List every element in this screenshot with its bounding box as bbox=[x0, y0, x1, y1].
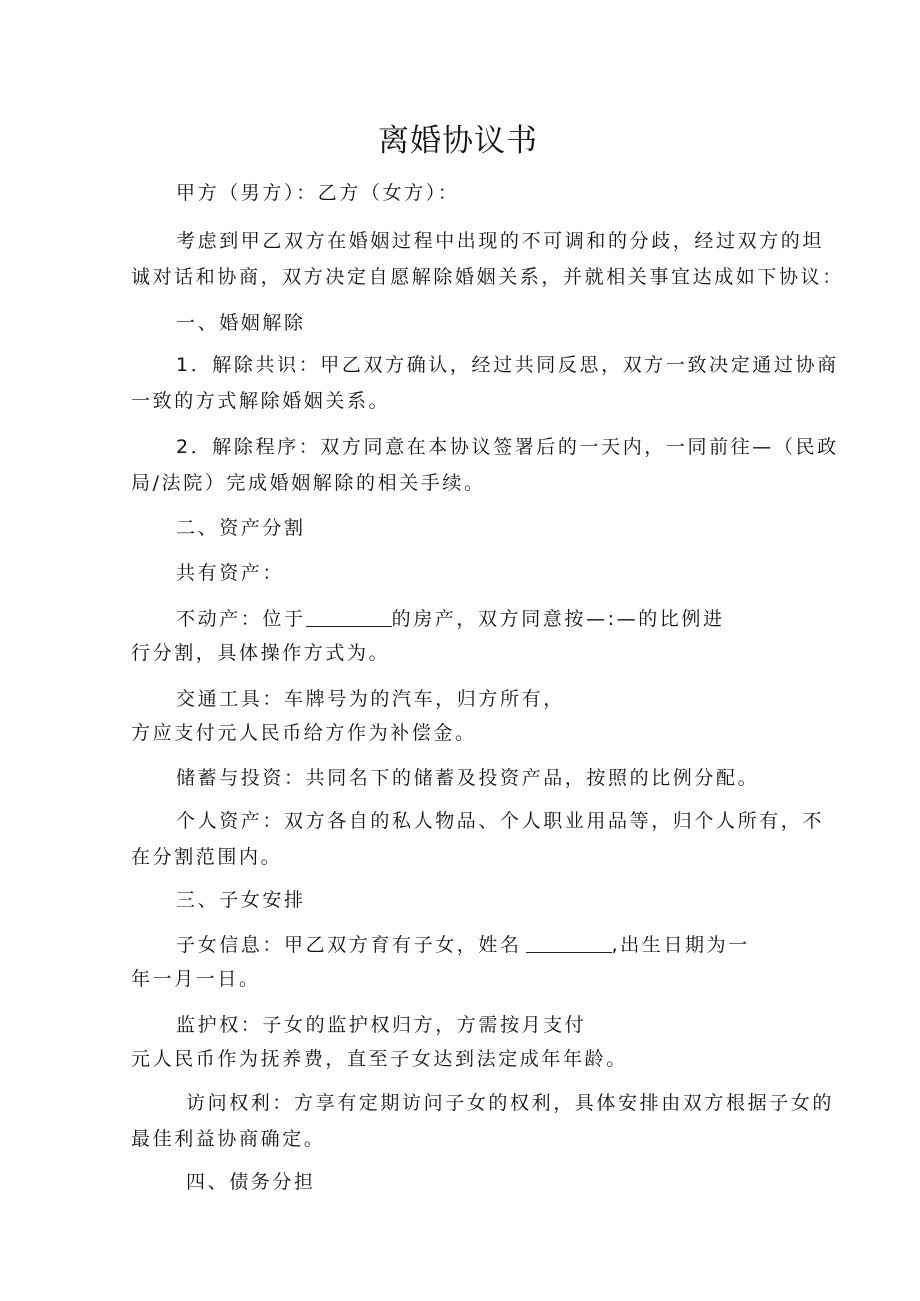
preamble-line-2: 诚对话和协商，双方决定自愿解除婚姻关系，并就相关事宜达成如下协议： bbox=[131, 266, 844, 288]
clause-line: 一致的方式解除婚姻关系。 bbox=[131, 390, 391, 412]
section-heading: 四、债务分担 bbox=[186, 1171, 316, 1193]
section-heading: 一、婚姻解除 bbox=[176, 312, 306, 334]
child-info-suffix: ,出生日期为一 bbox=[611, 934, 750, 956]
subheading: 共有资产： bbox=[176, 562, 285, 584]
document-title: 离婚协议书 bbox=[378, 123, 538, 159]
clause-line: 个人资产：双方各自的私人物品、个人职业用品等，归个人所有，不 bbox=[176, 810, 825, 832]
clause-line: 最佳利益协商确定。 bbox=[131, 1128, 326, 1150]
clause-line bbox=[176, 607, 725, 631]
fill-in-blank bbox=[306, 608, 392, 627]
clause-line: 在分割范围内。 bbox=[131, 846, 283, 868]
clause-line: 储蓄与投资：共同名下的储蓄及投资产品，按照的比例分配。 bbox=[176, 767, 760, 789]
fill-in-blank bbox=[526, 934, 612, 953]
real-estate-suffix: 的房产，双方同意按—:—的比例进 bbox=[391, 608, 725, 630]
clause-line: 访问权利：方享有定期访问子女的权利，具体安排由双方根据子女的 bbox=[186, 1092, 835, 1114]
preamble-line-1: 考虑到甲乙双方在婚姻过程中出现的不可调和的分歧，经过双方的坦 bbox=[176, 230, 825, 252]
section-heading: 三、子女安排 bbox=[176, 889, 306, 911]
clause-line: 方应支付元人民币给方作为补偿金。 bbox=[131, 722, 477, 744]
parties-line: 甲方（男方）：乙方（女方）： bbox=[176, 182, 460, 204]
clause-line bbox=[176, 933, 750, 957]
clause-line: 交通工具：车牌号为的汽车，归方所有， bbox=[176, 688, 565, 710]
child-info-prefix: 子女信息：甲乙双方育有子女，姓名 bbox=[176, 934, 522, 956]
clause-line: 2．解除程序：双方同意在本协议签署后的一天内，一同前往—（民政 bbox=[176, 436, 839, 458]
section-heading: 二、资产分割 bbox=[176, 517, 306, 539]
clause-line: 1．解除共识：甲乙双方确认，经过共同反思，双方一致决定通过协商 bbox=[176, 354, 839, 376]
clause-line: 年一月一日。 bbox=[131, 968, 261, 990]
clause-line: 局/法院）完成婚姻解除的相关手续。 bbox=[131, 472, 486, 494]
clause-line: 元人民币作为抚养费，直至子女达到法定成年年龄。 bbox=[131, 1048, 628, 1070]
real-estate-prefix: 不动产：位于 bbox=[176, 608, 306, 630]
clause-line: 行分割，具体操作方式为。 bbox=[131, 642, 391, 664]
clause-line: 监护权：子女的监护权归方，方需按月支付 bbox=[176, 1014, 587, 1036]
